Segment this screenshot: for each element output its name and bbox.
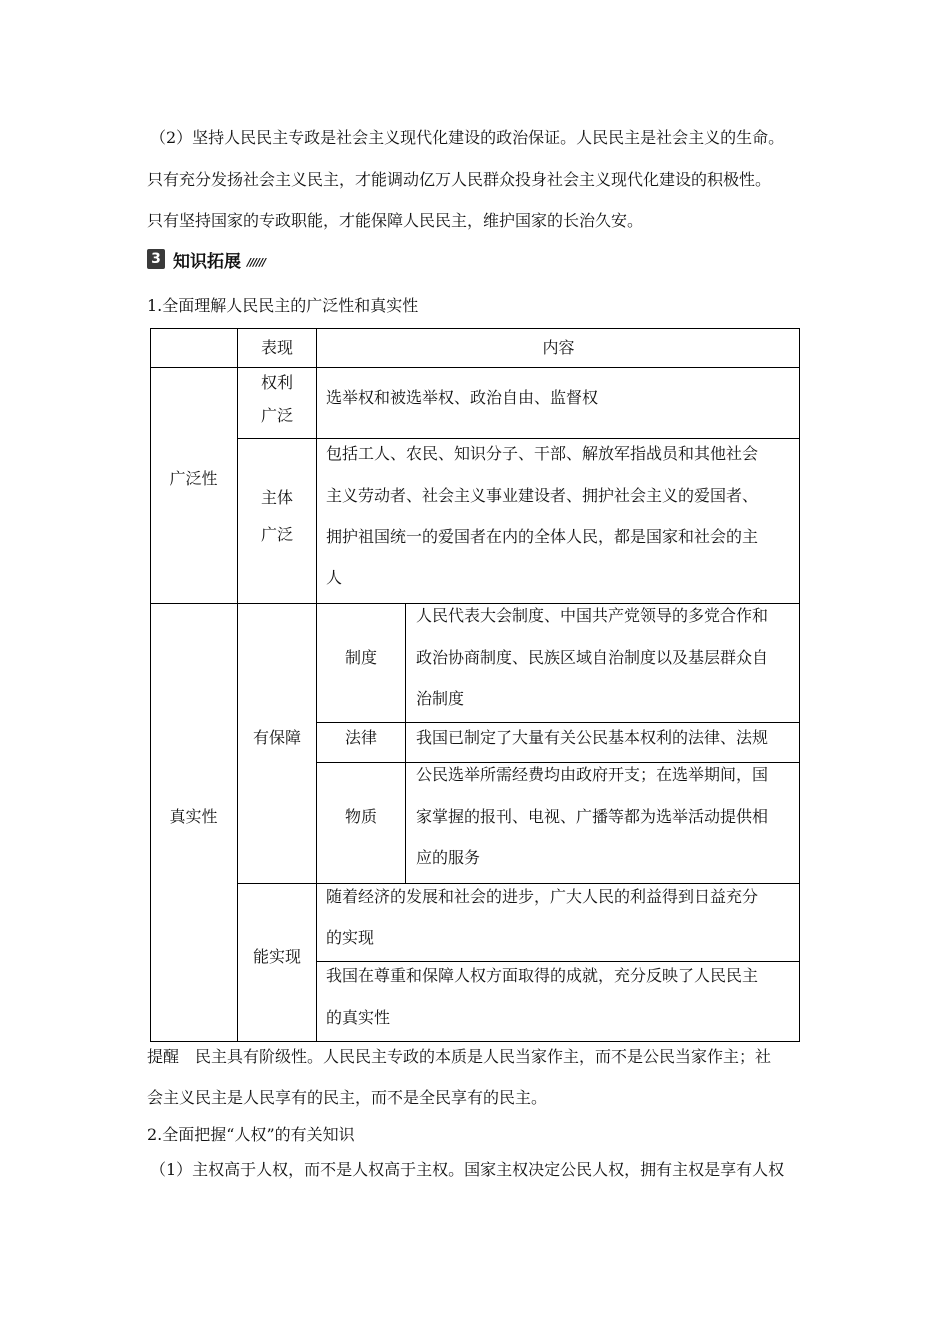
law-label: 法律 <box>344 728 377 747</box>
subject-content-line-1: 包括工人、农民、知识分子、干部、解放军指战员和其他社会 <box>326 444 759 463</box>
system-label: 制度 <box>344 648 377 667</box>
header-col2: 表现 <box>260 338 293 357</box>
realize-content1-line-1: 随着经济的发展和社会的进步，广大人民的利益得到日益充分 <box>326 887 759 906</box>
subject-content-line-3: 拥护祖国统一的爱国者在内的全体人民，都是国家和社会的主 <box>326 527 759 546</box>
intro-line-3: 只有坚持国家的专政职能，才能保障人民民主，维护国家的长治久安。 <box>147 211 644 230</box>
subheading-2: 2.全面把握“人权”的有关知识 <box>147 1125 355 1144</box>
realize-content2-line-2: 的真实性 <box>326 1008 391 1027</box>
subject-content-line-2: 主义劳动者、社会主义事业建设者、拥护社会主义的爱国者、 <box>326 486 759 505</box>
reminder-line-1: 提醒 民主具有阶级性。人民民主专政的本质是人民当家作主，而不是公民当家作主；社 <box>147 1047 772 1066</box>
rights-label-1: 权利 <box>260 373 293 392</box>
intro-line-1: （2）坚持人民民主专政是社会主义现代化建设的政治保证。人民民主是社会主义的生命。 <box>150 128 785 147</box>
truth-label: 真实性 <box>169 807 218 826</box>
rights-content: 选举权和被选举权、政治自由、监督权 <box>326 388 599 407</box>
subheading-1: 1.全面理解人民民主的广泛性和真实性 <box>147 296 419 315</box>
section-title: 知识拓展 <box>173 251 241 272</box>
realize-label: 能实现 <box>252 947 301 966</box>
system-content-line-3: 治制度 <box>416 689 465 708</box>
guarantee-label: 有保障 <box>252 728 301 747</box>
intro-line-2: 只有充分发扬社会主义民主，才能调动亿万人民群众投身社会主义现代化建设的积极性。 <box>147 170 772 189</box>
realize-content1-line-2: 的实现 <box>326 928 375 947</box>
subject-content-line-4: 人 <box>326 568 343 587</box>
breadth-truth-table <box>150 328 800 1042</box>
breadth-label: 广泛性 <box>169 469 218 488</box>
subject-label-2: 广泛 <box>260 525 293 544</box>
sovereignty-line: （1）主权高于人权，而不是人权高于主权。国家主权决定公民人权，拥有主权是享有人权 <box>150 1160 785 1179</box>
section-decoration: ////// <box>247 255 266 269</box>
reminder-line-2: 会主义民主是人民享有的民主，而不是全民享有的民主。 <box>147 1088 548 1107</box>
system-content-line-2: 政治协商制度、民族区域自治制度以及基层群众自 <box>416 648 769 667</box>
material-content-line-2: 家掌握的报刊、电视、广播等都为选举活动提供相 <box>416 807 769 826</box>
section-heading <box>147 248 265 270</box>
material-content-line-1: 公民选举所需经费均由政府开支；在选举期间，国 <box>416 765 769 784</box>
law-content: 我国已制定了大量有关公民基本权利的法律、法规 <box>416 728 769 747</box>
section-number-badge: 3 <box>147 249 165 269</box>
rights-label-2: 广泛 <box>260 406 293 425</box>
realize-content2-line-1: 我国在尊重和保障人权方面取得的成就，充分反映了人民民主 <box>326 966 759 985</box>
material-label: 物质 <box>344 807 377 826</box>
material-content-line-3: 应的服务 <box>416 848 481 867</box>
system-content-line-1: 人民代表大会制度、中国共产党领导的多党合作和 <box>416 606 769 625</box>
header-col3: 内容 <box>542 338 575 357</box>
subject-label-1: 主体 <box>260 488 293 507</box>
